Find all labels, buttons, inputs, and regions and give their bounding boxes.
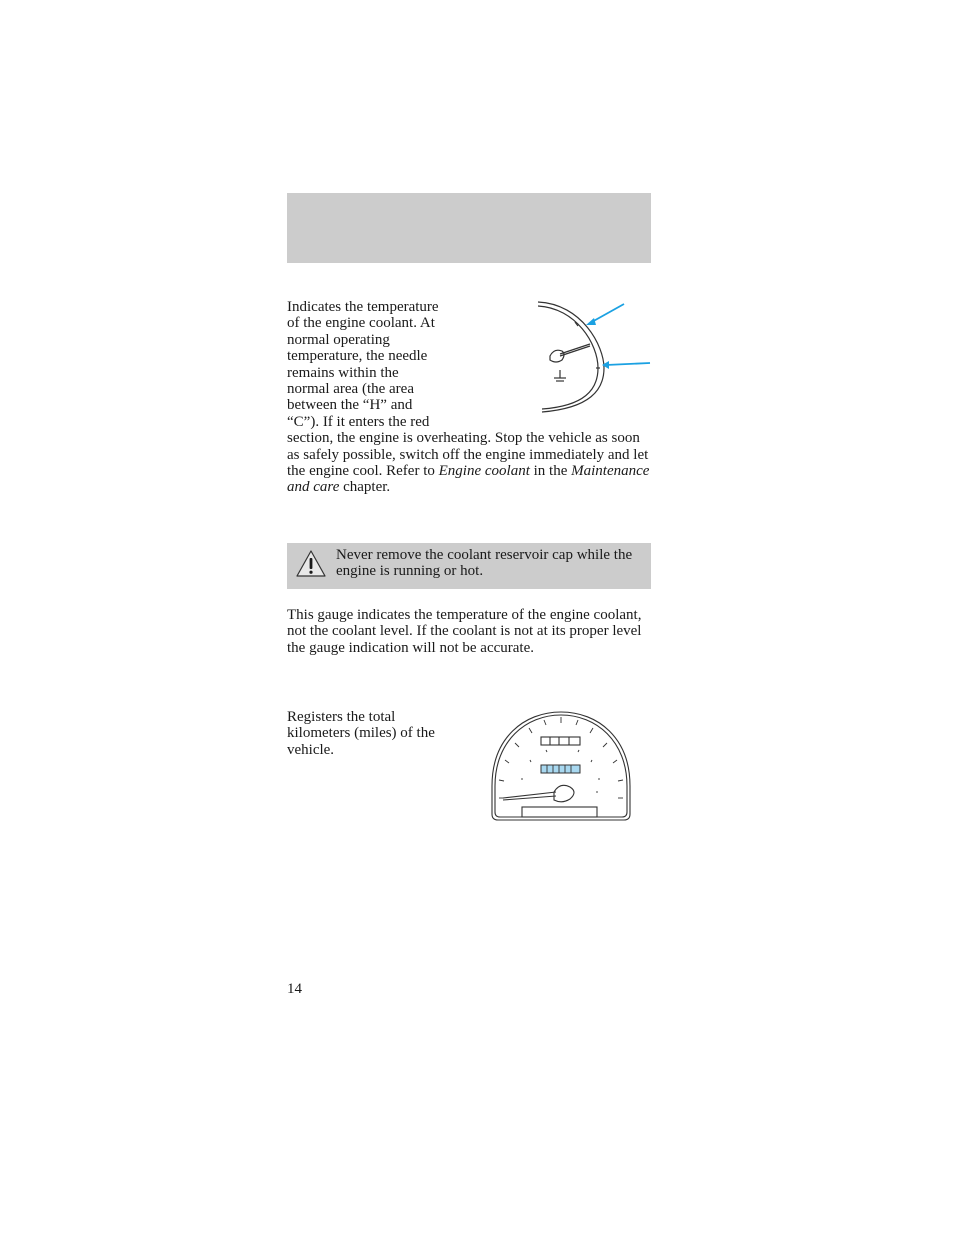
page-number: 14 <box>287 981 302 997</box>
coolant-end-text: chapter. <box>339 479 391 496</box>
odometer-description: Registers the total kilometers (miles) of the vehicle. <box>287 709 435 758</box>
warning-text: Never remove the coolant reservoir cap while the engine is running or hot. <box>336 547 633 580</box>
coolant-middle-text: in the <box>529 463 572 480</box>
section-header-band <box>287 193 651 263</box>
warning-callout <box>287 543 651 589</box>
speedometer-odometer-icon <box>484 710 638 824</box>
maintenance-chapter-reference: Maintenance and care <box>287 463 650 496</box>
coolant-temperature-gauge-icon <box>520 296 656 418</box>
gauge-note-paragraph: This gauge indicates the temperature of the engine coolant, not the coolant level. If the coolant is not at its proper level the gauge indication will not be accurate. <box>287 607 642 656</box>
warning-triangle-icon <box>295 549 327 579</box>
engine-coolant-reference: Engine coolant <box>438 463 530 480</box>
coolant-intro-text: Indicates the temperature of the engine coolant. At normal operating temperature, the needle remains within the normal area (the area between the “H” and “C”). If it enters the red section, the engine is overheating. Stop the vehicle as soon as safely possible, switch off the engine immediately and let the engine cool. Refer to <box>287 299 649 480</box>
